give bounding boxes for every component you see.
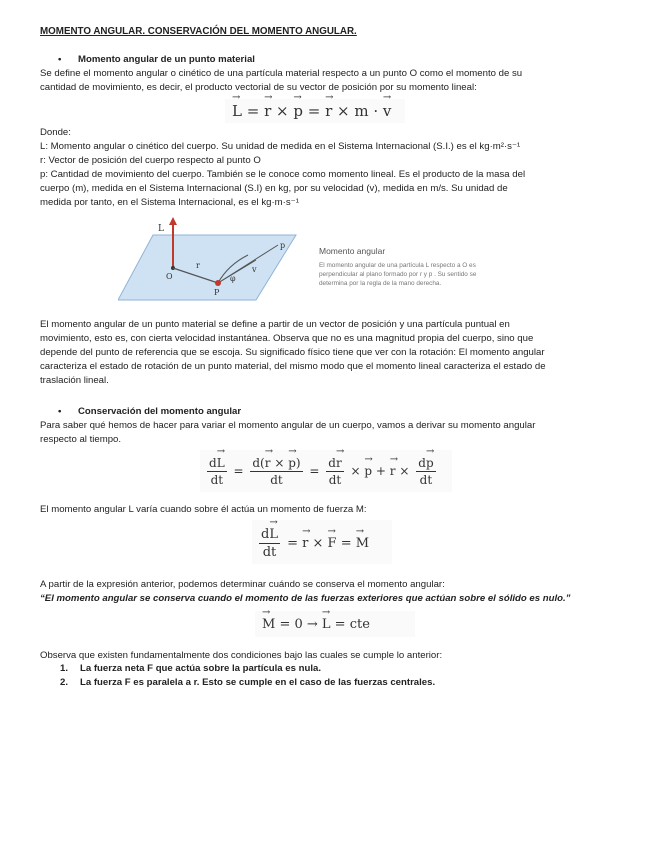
section2-heading: • Conservación del momento angular xyxy=(78,405,241,418)
paragraph1-line5: traslación lineal. xyxy=(40,375,109,386)
figure-caption-line1: El momento angular de una partícula L respecto a O es xyxy=(319,262,476,269)
donde-label: Donde: xyxy=(40,127,71,138)
formula-torque: $\frac{d\to L}{dt}$ = → r × → F = → M xyxy=(256,527,369,560)
definition-r: r: Vector de posición del cuerpo respecto al punto O xyxy=(40,155,261,166)
formula-angular-momentum-text: L = r × p = r × m · v xyxy=(410,112,419,113)
section1-intro-line2: cantidad de movimiento, es decir, el producto vectorial de su vector de posición por su momento lineal: xyxy=(40,82,477,93)
definition-p-line1: p: Cantidad de movimiento del cuerpo. También se le conoce como momento lineal. Es el producto de la masa del xyxy=(40,169,526,180)
particle-point xyxy=(215,280,221,286)
section2-intro-line2: respecto al tiempo. xyxy=(40,434,122,445)
formula-conservation: → M = 0 → → L = cte xyxy=(262,617,370,632)
figure-caption-line3: determina por la regla de la mano derecha. xyxy=(319,280,442,287)
angular-momentum-figure xyxy=(118,215,298,310)
conservation-intro: A partir de la expresión anterior, podemos determinar cuándo se conserva el momento angular: xyxy=(40,579,445,590)
conservation-quote: “El momento angular se conserva cuando el momento de las fuerzas exteriores que actúan sobre el sólido es nulo.” xyxy=(40,593,571,604)
definition-p-line2: cuerpo (m), medida en el Sistema Internacional (S.I) en kg, por su velocidad (v), medida en m/s. Su unidad de xyxy=(40,183,508,194)
paragraph1-line4: caracteriza el estado de rotación de un punto material, del mismo modo que el momento lineal caracteriza el estado de xyxy=(40,361,546,372)
vector-L-arrowhead xyxy=(169,217,177,225)
condition-number: 2. xyxy=(60,677,69,688)
section2-intro-line1: Para saber qué hemos de hacer para variar el momento angular de un cuerpo, vamos a derivar su momento angular xyxy=(40,420,536,431)
definition-p-line3: medida por tanto, en el Sistema Internacional, es el kg·m·s⁻¹ xyxy=(40,197,299,208)
condition-item-2 xyxy=(60,677,435,688)
condition-text: La fuerza F es paralela a r. Esto se cumple en el caso de las fuerzas centrales. xyxy=(80,677,436,688)
page-title: MOMENTO ANGULAR. CONSERVACIÓN DEL MOMENTO ANGULAR. xyxy=(40,26,357,37)
section1-heading: • Momento angular de un punto material xyxy=(78,53,255,66)
figure-label-P: P xyxy=(214,288,220,297)
definition-L: L: Momento angular o cinético del cuerpo. Su unidad de medida en el Sistema Internacional (S.I.) es el kg·m²·s⁻¹ xyxy=(40,141,521,152)
formula-angular-momentum: → L = → r × → p = → r × m · → v xyxy=(232,102,391,120)
figure-label-O: O xyxy=(166,272,173,281)
condition-number: 1. xyxy=(60,663,69,674)
figure-label-v: v xyxy=(252,265,257,274)
formula-torque-text: dL/dt = r × F = M xyxy=(395,546,403,547)
paragraph1-line3: depende del punto de referencia que se escoja. Su significado físico tiene que ver con la rotación: El momento angular xyxy=(40,347,545,358)
paragraph1-line1: El momento angular de un punto material se define a partir de un vector de posición y una partícula puntual en xyxy=(40,319,510,330)
condition-text: La fuerza neta F que actúa sobre la partícula es nula. xyxy=(80,663,321,674)
figure-label-p: p xyxy=(280,241,286,250)
formula-derivative-text: dL/dt = d(r × p)/dt = dr/dt × p + r × dp/dt xyxy=(455,476,473,477)
formula-derivative: $\frac{d\to L}{dt}$ = $\frac{d(\to r \times \to p)}{dt}$ = $\frac{d\to r}{dt}$ × → p + → r × $\frac{d\to p}{dt}$ xyxy=(204,456,439,487)
reference-plane xyxy=(118,235,296,300)
paragraph1-line2: movimiento, esto es, con cierta velocidad instantánea. Observa que no es una magnitud propia del cuerpo, sino que xyxy=(40,333,534,344)
section1-intro-line1: Se define el momento angular o cinético de una partícula material respecto a un punto O como el momento de su xyxy=(40,68,523,79)
vector-L-symbol: → L xyxy=(232,102,242,120)
figure-label-r: r xyxy=(196,261,200,270)
torque-intro: El momento angular L varía cuando sobre él actúa un momento de fuerza M: xyxy=(40,504,367,515)
conditions-intro: Observa que existen fundamentalmente dos condiciones bajo las cuales se cumple lo anterior: xyxy=(40,650,443,661)
figure-caption-line2: perpendicular al plano formado por r y p . Su sentido se xyxy=(319,271,477,278)
formula-conservation-text: M = 0 → L = cte xyxy=(418,628,426,629)
figure-caption-title: Momento angular xyxy=(319,246,386,256)
figure-label-phi: φ xyxy=(230,274,236,283)
condition-item-1 xyxy=(60,663,321,674)
figure-label-L: L xyxy=(158,224,164,234)
